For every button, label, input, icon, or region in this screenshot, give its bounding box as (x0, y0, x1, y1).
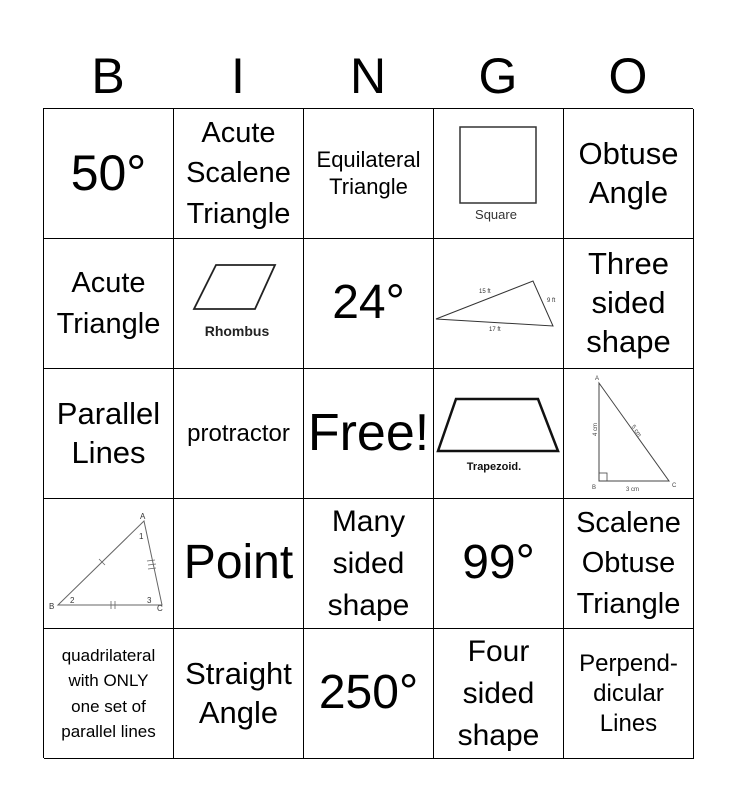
cell-r4c2[interactable] (304, 629, 434, 759)
header-letter-i: I (231, 48, 245, 104)
cell-r3c3[interactable] (434, 499, 564, 629)
cell-text: Obtuse Angle (578, 135, 679, 210)
svg-text:5 cm: 5 cm (629, 423, 642, 438)
svg-text:15 ft: 15 ft (479, 288, 491, 295)
scalene-triangle-figure (434, 239, 563, 369)
svg-text:2: 2 (70, 595, 75, 605)
rhombus-figure (174, 239, 303, 369)
cell-text: Free! (307, 403, 430, 462)
labeled-triangle-figure (44, 499, 173, 629)
cell-r2c4[interactable] (564, 369, 694, 499)
svg-text:17 ft: 17 ft (489, 326, 501, 333)
cell-r4c4[interactable] (564, 629, 694, 759)
svg-text:3 cm: 3 cm (626, 486, 640, 493)
bingo-header (43, 48, 693, 104)
cell-r4c1[interactable] (174, 629, 304, 759)
cell-r2c0[interactable] (44, 369, 174, 499)
cell-r0c2[interactable] (304, 109, 434, 239)
square-label: Square (475, 206, 517, 222)
cell-r0c3[interactable] (434, 109, 564, 239)
cell-r0c4[interactable] (564, 109, 694, 239)
cell-r2c1[interactable] (174, 369, 304, 499)
header-letter-o: O (608, 48, 648, 104)
svg-text:B: B (49, 601, 55, 611)
cell-text: Acute Triangle (56, 266, 161, 340)
header-letter-b: B (91, 48, 125, 104)
cell-text: 50° (70, 145, 147, 201)
cell-r4c0[interactable] (44, 629, 174, 759)
cell-r3c2[interactable] (304, 499, 434, 629)
cell-text: 250° (318, 666, 419, 720)
cell-r1c0[interactable] (44, 239, 174, 369)
cell-r1c2[interactable] (304, 239, 434, 369)
cell-text: Three sided shape (586, 246, 671, 359)
cell-r4c3[interactable] (434, 629, 564, 759)
svg-text:A: A (595, 375, 600, 382)
cell-r2c2[interactable] (304, 369, 434, 499)
cell-r0c0[interactable] (44, 109, 174, 239)
header-letter-n: N (349, 48, 387, 104)
svg-text:3: 3 (147, 595, 152, 605)
cell-text: Perpend- dicular Lines (579, 649, 678, 737)
svg-text:1: 1 (139, 531, 144, 541)
cell-text: Acute Scalene Triangle (186, 116, 291, 230)
cell-r1c3[interactable] (434, 239, 564, 369)
cell-text: Parallel Lines (56, 395, 161, 470)
cell-r2c3[interactable] (434, 369, 564, 499)
cell-text: 99° (462, 536, 535, 590)
cell-r1c1[interactable] (174, 239, 304, 369)
svg-text:B: B (592, 484, 597, 491)
cell-text: Four sided shape (457, 634, 540, 752)
bingo-board (43, 108, 693, 758)
cell-text: quadrilateral with ONLY one set of parallel lines (61, 645, 156, 741)
svg-text:C: C (157, 603, 163, 613)
cell-text: Point (183, 536, 294, 590)
right-triangle-figure (564, 369, 693, 499)
header-letter-g: G (478, 48, 518, 104)
svg-text:4 cm: 4 cm (593, 422, 599, 436)
cell-r1c4[interactable] (564, 239, 694, 369)
cell-text: Scalene Obtuse Triangle (576, 506, 681, 620)
trapezoid-label: Trapezoid. (466, 460, 522, 473)
svg-text:A: A (140, 511, 146, 521)
trapezoid-figure (434, 369, 563, 499)
cell-r3c0[interactable] (44, 499, 174, 629)
rhombus-label: Rhombus (204, 322, 270, 339)
cell-r3c1[interactable] (174, 499, 304, 629)
cell-text: 24° (332, 276, 405, 330)
cell-text: Many sided shape (327, 504, 410, 622)
cell-text: protractor (187, 419, 290, 447)
svg-text:9 ft: 9 ft (547, 297, 556, 304)
cell-r3c4[interactable] (564, 499, 694, 629)
cell-r0c1[interactable] (174, 109, 304, 239)
cell-text: Straight Angle (185, 655, 292, 730)
square-figure (434, 109, 563, 239)
svg-text:C: C (672, 482, 677, 489)
cell-text: Equilateral Triangle (316, 147, 421, 199)
